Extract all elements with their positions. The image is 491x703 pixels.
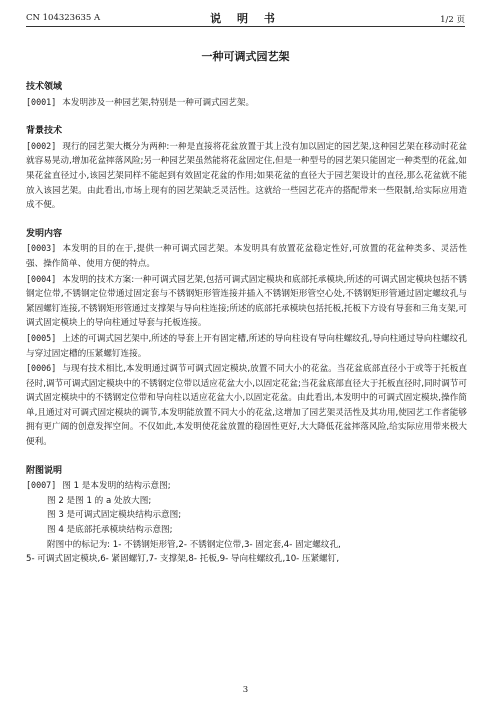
patent-number: CN 104323635 A [26,13,101,23]
paragraph-number: [0004] [26,273,57,284]
reference-labels-continued: 5- 可调式固定模块,6- 紧固螺钉,7- 支撑架,8- 托板,9- 导向柱螺纹孔,10- 压紧螺钉, [26,554,340,565]
paragraph-number: [0006] [26,363,57,374]
document-body [26,80,467,567]
paragraph-number: [0007] [26,480,57,491]
paragraph-text: 本发明的目的在于,提供一种可调式园艺架。本发明具有放置花盆稳定性好,可放置的花盆种类多、灵活性强、操作简单、使用方便的特点。 [26,244,467,269]
paragraph-text: 图 1 是本发明的结构示意图; [62,481,171,492]
paragraph-0002 [26,139,467,213]
figure-caption-2: 图 2 是图 1 的 a 处放大图; [47,495,152,506]
paragraph-text: 本发明涉及一种园艺架,特别是一种可调式园艺架。 [62,97,255,108]
section-heading-field: 技术领域 [26,82,63,92]
paragraph-0005 [26,331,467,361]
figure-caption-4: 图 4 是底部托承模块结构示意图; [47,525,173,536]
paragraph-number: [0002] [26,140,57,151]
section-heading-summary: 发明内容 [26,228,63,239]
paragraph-0003 [26,241,467,271]
document-title: 一种可调式园艺架 [201,50,290,63]
paragraph-text: 上述的可调式园艺架中,所述的导套上开有固定槽,所述的导向柱设有导向柱螺纹孔,导向柱通过导向柱螺纹孔与穿过固定槽的压紧螺钉连接。 [26,333,467,359]
figure-caption-3: 图 3 是可调式固定模块结构示意图; [47,510,182,521]
paragraph-0007 [26,478,467,494]
paragraph-number: [0005] [26,332,57,343]
paragraph-text: 现行的园艺架大概分为两种:一种是直接将花盆放置于其上没有加以固定的园艺架,这种园艺架在移动时花盆就容易晃动,增加花盆摔落风险;另一种园艺架虽然能将花盆固定住,但是一种型号的园艺架只能固定一种类型的花盆,如果花盆直径过小,该园艺架同样不能起到有效固定花盆的作用;如果花盆的直径大于园艺架设计的直径,那么花盆就不能放入该园艺架。由此看出,市场上现有的园艺架缺乏灵活性。这就给一些园艺花卉的搭配带来一些限制,给实际应用造成不便。 [26,141,467,211]
page-header [26,10,465,27]
paragraph-0001 [26,95,467,111]
paragraph-0004 [26,272,467,331]
reference-labels: 附图中的标记为: 1- 不锈钢矩形管,2- 不锈钢定位带,3- 固定套,4- 固定螺纹孔, [47,539,341,550]
paragraph-number: [0001] [26,96,57,107]
page-number: 3 [242,685,249,695]
document-type: 说 明 书 [210,12,281,25]
page-of-total: 1/2 页 [440,15,465,25]
paragraph-0006 [26,361,467,450]
paragraph-number: [0003] [26,243,57,254]
section-heading-background: 背景技术 [26,126,63,137]
paragraph-text: 本发明的技术方案:一种可调式园艺架,包括可调式固定模块和底部托承模块,所述的可调式固定模块包括不锈钢定位带,不锈钢定位带通过固定套与不锈钢矩形管连接并插入不锈钢矩形管空心处,不锈钢矩形管通过固定螺纹孔与紧固螺钉连接,不锈钢矩形管通过支撑架与导向柱连接;所述的底部托承模块包括托板,托板下方设有导套和三角支架,可调式固定模块上的导向柱通过导套与托板连接。 [26,274,467,329]
paragraph-text: 与现有技术相比,本发明通过调节可调式固定模块,放置不同大小的花盆。当花盆底部直径小于或等于托板直径时,调节可调式固定模块中的不锈钢定位带以适应花盆大小,以固定花盆;当花盆底部直径大于托板直径时,同时调节可调式固定模块中的不锈钢定位带和导向柱以适应花盆大小,以固定花盆。由此看出,本发明中的可调式固定模块,操作简单,且通过对可调式固定模块的调节,本发明能放置不同大小的花盆,这增加了园艺架灵活性及其功用,使园艺工作者能够拥有更广阔的创意发挥空间。不仅如此,本发明使花盆放置的稳固性更好,大大降低花盆摔落风险,给实际应用带来极大便利。 [26,364,467,448]
section-heading-drawings: 附图说明 [26,465,63,476]
